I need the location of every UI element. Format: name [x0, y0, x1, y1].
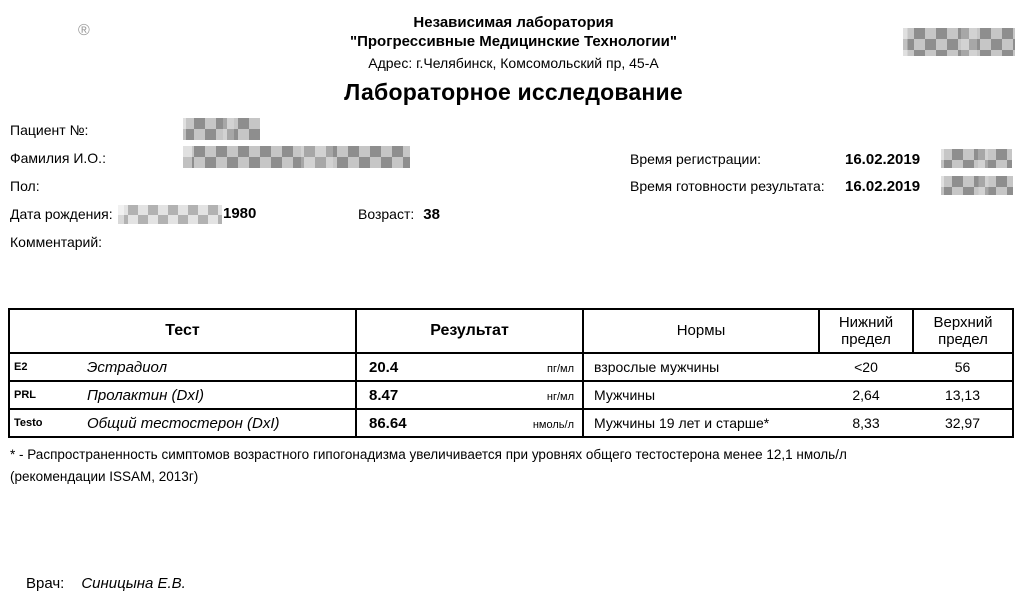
result-value: 20.4 [369, 358, 399, 376]
footnote [10, 444, 1018, 487]
column-header-upper-limit: Верхний предел [913, 309, 1013, 353]
result-ready-time-row [630, 178, 920, 195]
column-header-result: Результат [356, 309, 583, 353]
table-row [9, 353, 1013, 381]
table-row [9, 381, 1013, 409]
column-header-test: Тест [9, 309, 356, 353]
registration-time-row [630, 151, 920, 168]
norm-text: взрослые мужчины [583, 353, 819, 381]
result-value: 86.64 [369, 414, 407, 432]
test-name: Пролактин (DxI) [87, 386, 205, 404]
test-code: PRL [14, 389, 36, 402]
registration-time-date: 16.02.2019 [845, 151, 921, 168]
upper-limit-value: 13,13 [913, 381, 1013, 409]
comment-label: Комментарий: [10, 234, 103, 250]
redacted-header-code [903, 28, 1015, 56]
lower-limit-value: 2,64 [819, 381, 913, 409]
patient-number-label: Пациент №: [10, 122, 89, 138]
redacted-patient-name [183, 146, 410, 168]
registered-trademark-icon: ® [78, 22, 90, 39]
table-row [9, 409, 1013, 437]
age-row [358, 206, 440, 223]
redacted-ready-time [941, 176, 1013, 195]
page-title: Лабораторное исследование [344, 79, 683, 105]
norm-text: Мужчины [583, 381, 819, 409]
result-unit: пг/мл [546, 362, 574, 375]
test-code: Testo [14, 417, 43, 430]
result-ready-time-label: Время готовности результата: [630, 178, 825, 194]
test-name: Общий тестостерон (DxI) [87, 414, 280, 432]
lab-address: Адрес: г.Челябинск, Комсомольский пр, 45-А [368, 55, 659, 71]
registration-time-label: Время регистрации: [630, 151, 762, 167]
result-ready-time-date: 16.02.2019 [845, 178, 921, 195]
test-code: E2 [14, 361, 28, 374]
result-value: 8.47 [369, 386, 399, 404]
footnote-line1: * - Распространенность симптомов возрастного гипогонадизма увеличивается при уровнях общего тестостерона менее 12,1 нмоль/л [10, 447, 847, 462]
results-table [8, 308, 1014, 438]
redacted-birth-day-month [118, 205, 222, 224]
sex-label: Пол: [10, 178, 40, 194]
doctor-name: Синицына Е.В. [81, 575, 186, 592]
result-unit: нмоль/л [532, 418, 574, 431]
norm-text: Мужчины 19 лет и старше* [583, 409, 819, 437]
patient-name-label: Фамилия И.О.: [10, 150, 106, 166]
age-value: 38 [423, 206, 440, 223]
lab-name-line2: "Прогрессивные Медицинские Технологии" [350, 33, 677, 50]
upper-limit-value: 32,97 [913, 409, 1013, 437]
column-header-norms: Нормы [583, 309, 819, 353]
doctor-row [26, 575, 186, 592]
upper-limit-value: 56 [913, 353, 1013, 381]
column-header-lower-limit: Нижний предел [819, 309, 913, 353]
birth-date-label: Дата рождения: [10, 206, 113, 222]
redacted-patient-number [183, 118, 260, 140]
lower-limit-value: <20 [819, 353, 913, 381]
birth-year-value: 1980 [223, 205, 257, 222]
lower-limit-value: 8,33 [819, 409, 913, 437]
footnote-line2: (рекомендации ISSAM, 2013г) [10, 468, 199, 484]
table-header-row [9, 309, 1013, 353]
result-unit: нг/мл [546, 390, 574, 403]
lab-name-line1: Независимая лаборатория [413, 14, 614, 31]
redacted-registration-time [941, 149, 1012, 168]
test-name: Эстрадиол [87, 358, 168, 376]
age-label: Возраст: [358, 206, 415, 222]
doctor-label: Врач: [26, 575, 65, 592]
